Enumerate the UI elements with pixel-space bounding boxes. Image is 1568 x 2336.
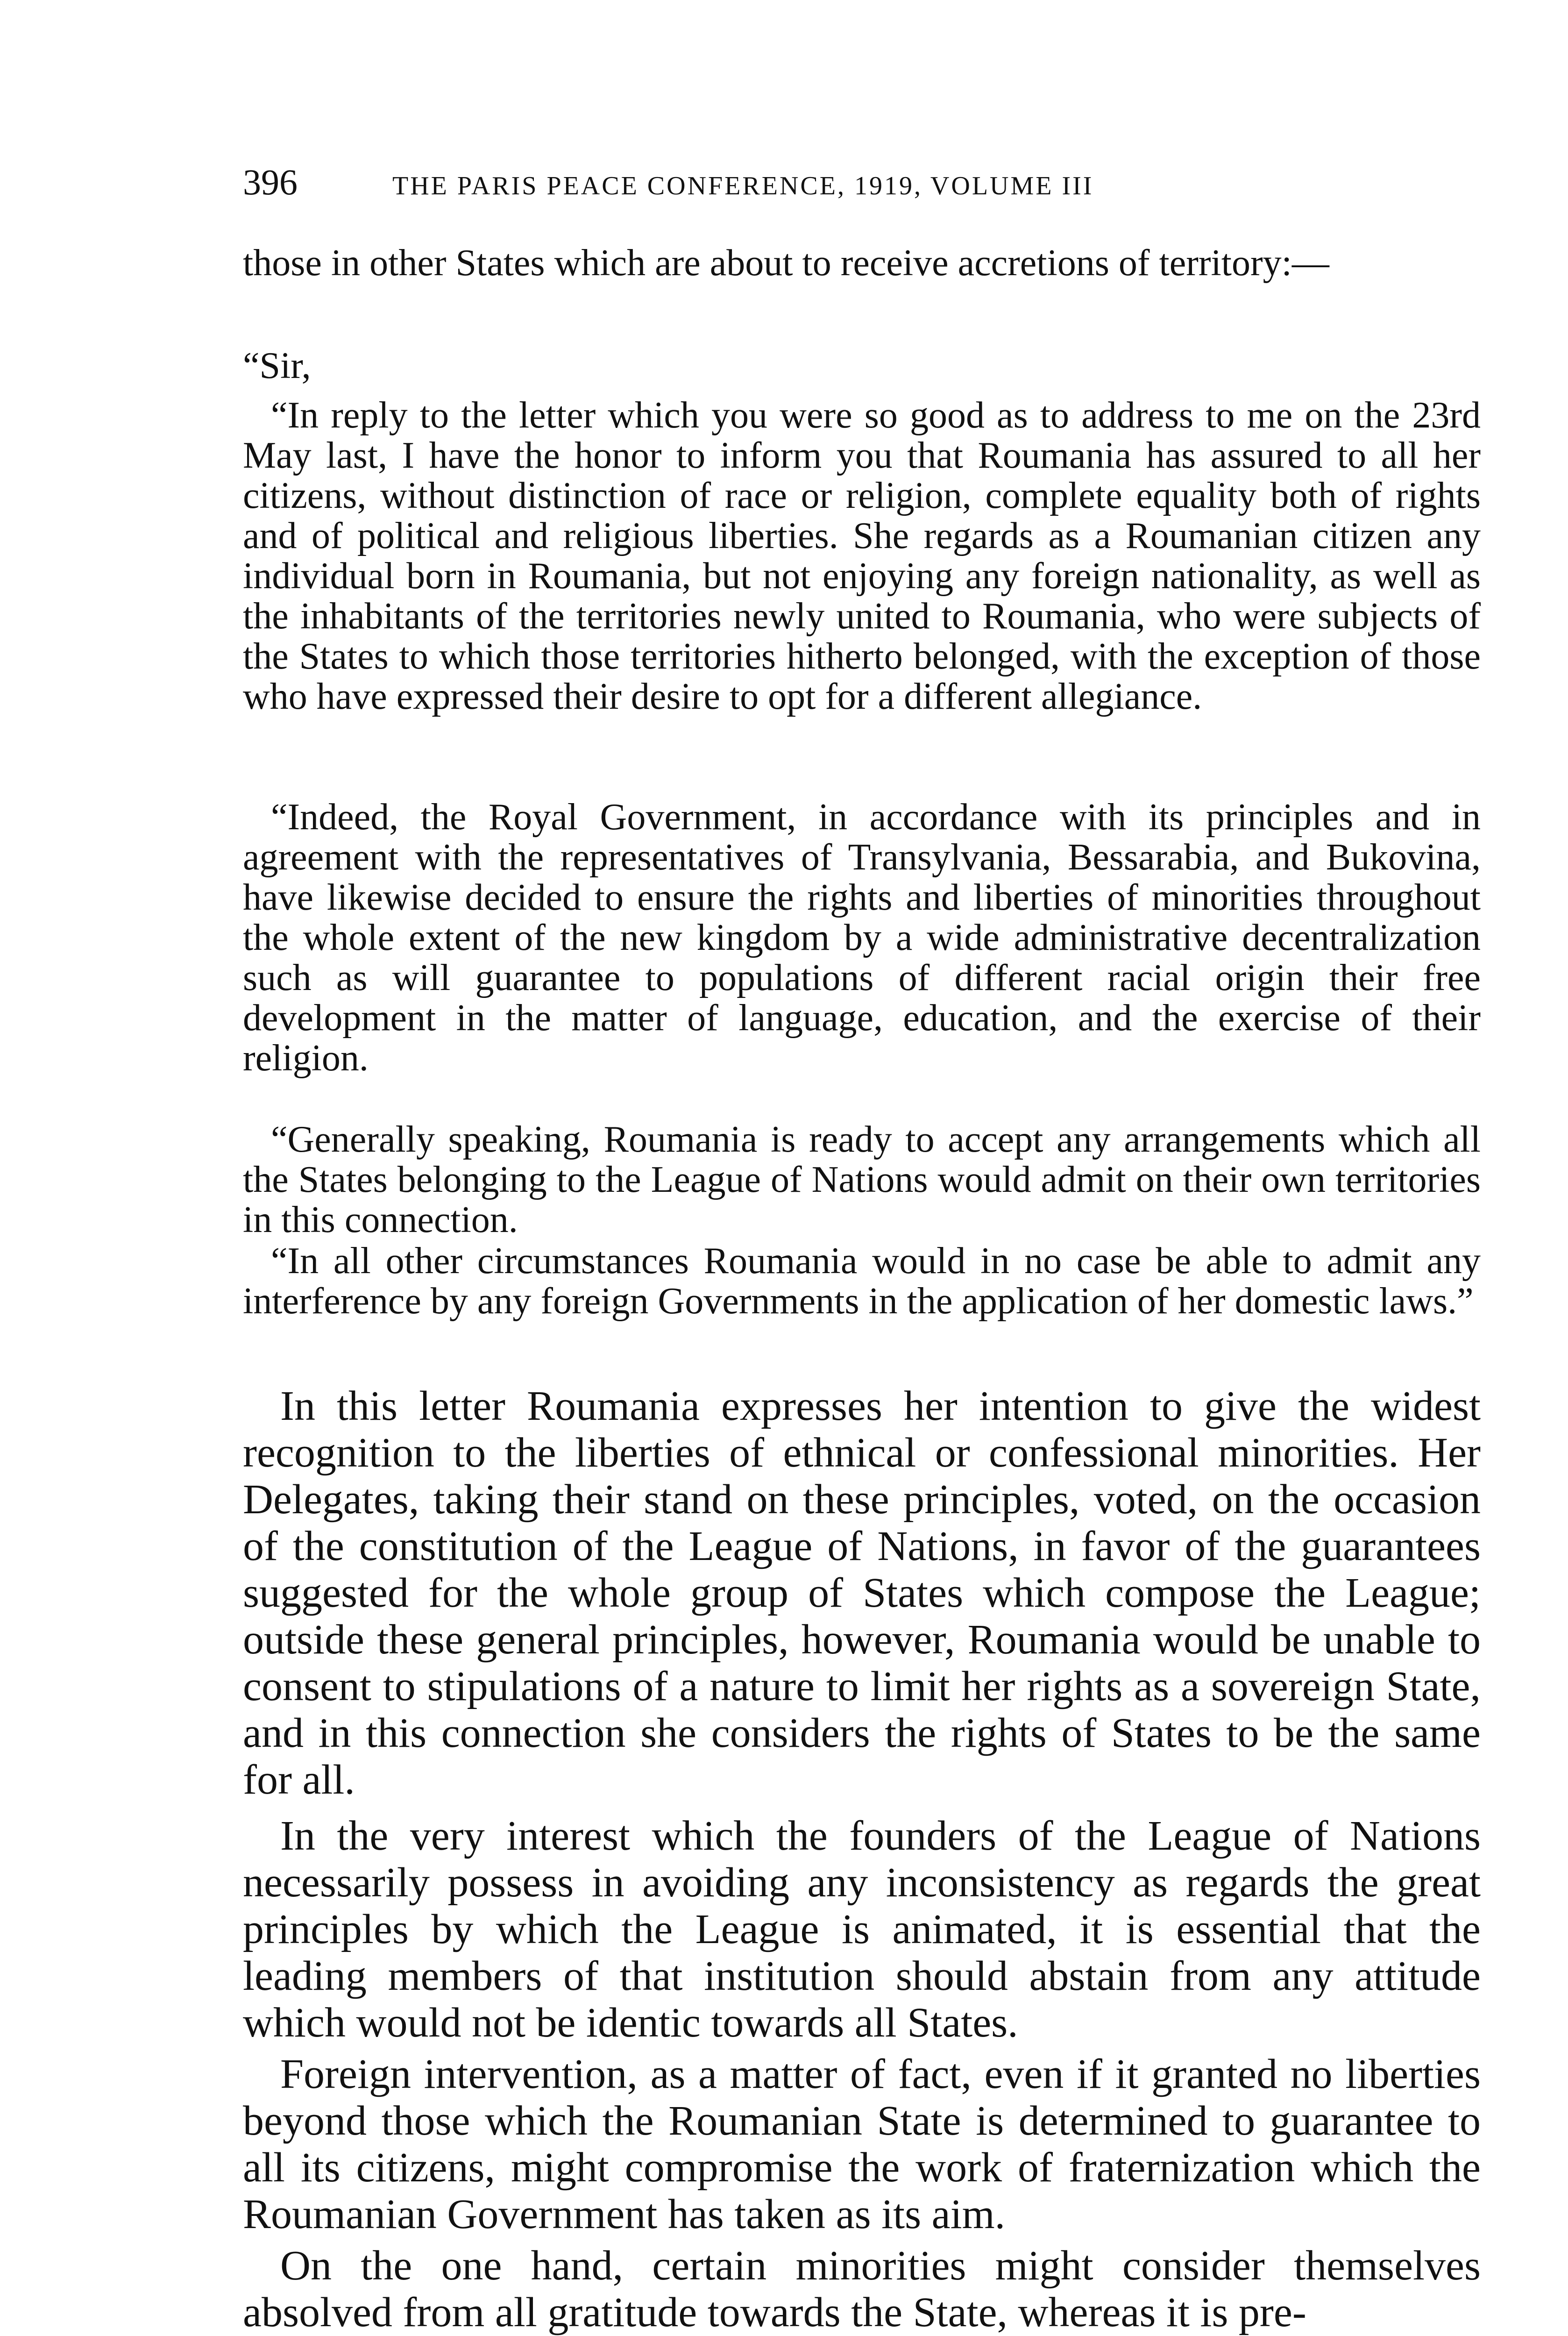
running-title: THE PARIS PEACE CONFERENCE, 1919, VOLUME III (392, 171, 1094, 200)
running-header (243, 159, 1481, 206)
letter-paragraph-2: “Indeed, the Royal Government, in accordance with its principles and in agreement with the representatives of Transylvania, Bessarabia, and Bukovina, have likewise decided to ensure the rights and liberties of minorities throughout the whole extent of the new kingdom by a wide administrative decentralization such as will guarantee to populations of different racial origin their free development in the matter of language, education, and the exercise of their religion. (243, 797, 1481, 1079)
letter-paragraph-3: “Generally speaking, Roumania is ready to accept any arrangements which all the States belonging to the League of Nations would admit on their own territories in this connection. (243, 1119, 1481, 1240)
body-paragraph-1: In this letter Roumania expresses her intention to give the widest recognition to the liberties of ethnical or confessional minorities. Her Delegates, taking their stand on these principles, voted, on the occasion of the constitution of the League of Nations, in favor of the guarantees suggested for the whole group of States which compose the League; outside these general principles, however, Roumania would be unable to consent to stipulations of a nature to limit her rights as a sovereign State, and in this connection she considers the rights of States to be the same for all. (243, 1383, 1481, 1803)
intro-paragraph: those in other States which are about to receive accretions of territory:— (243, 242, 1329, 284)
letter-paragraph-4: “In all other circumstances Roumania would in no case be able to admit any interference by any foreign Governments in the application of her domestic laws.” (243, 1240, 1481, 1322)
letter-paragraph-1: “In reply to the letter which you were so good as to address to me on the 23rd May last, I have the honor to inform you that Roumania has assured to all her citizens, without distinction of race or religion, complete equality both of rights and of political and religious liberties. She regards as a Roumanian citizen any individual born in Roumania, but not enjoying any foreign nationality, as well as the inhabitants of the territories newly united to Roumania, who were subjects of the States to which those territories hitherto belonged, with the exception of those who have expressed their desire to opt for a different allegiance. (243, 395, 1481, 717)
letter-salutation: “Sir, (243, 345, 311, 386)
body-paragraph-4: On the one hand, certain minorities might consider themselves absolved from all gratitude towards the State, whereas it is pre- (243, 2243, 1481, 2336)
body-paragraph-3: Foreign intervention, as a matter of fact, even if it granted no liberties beyond those which the Roumanian State is determined to guarantee to all its citizens, might compromise the work of fraternization which the Roumanian Government has taken as its aim. (243, 2051, 1481, 2237)
body-paragraph-2: In the very interest which the founders of the League of Nations necessarily possess in avoiding any inconsistency as regards the great principles by which the League is animated, it is essential that the leading members of that institution should abstain from any attitude which would not be identic towards all States. (243, 1813, 1481, 2046)
page-number: 396 (243, 162, 298, 202)
